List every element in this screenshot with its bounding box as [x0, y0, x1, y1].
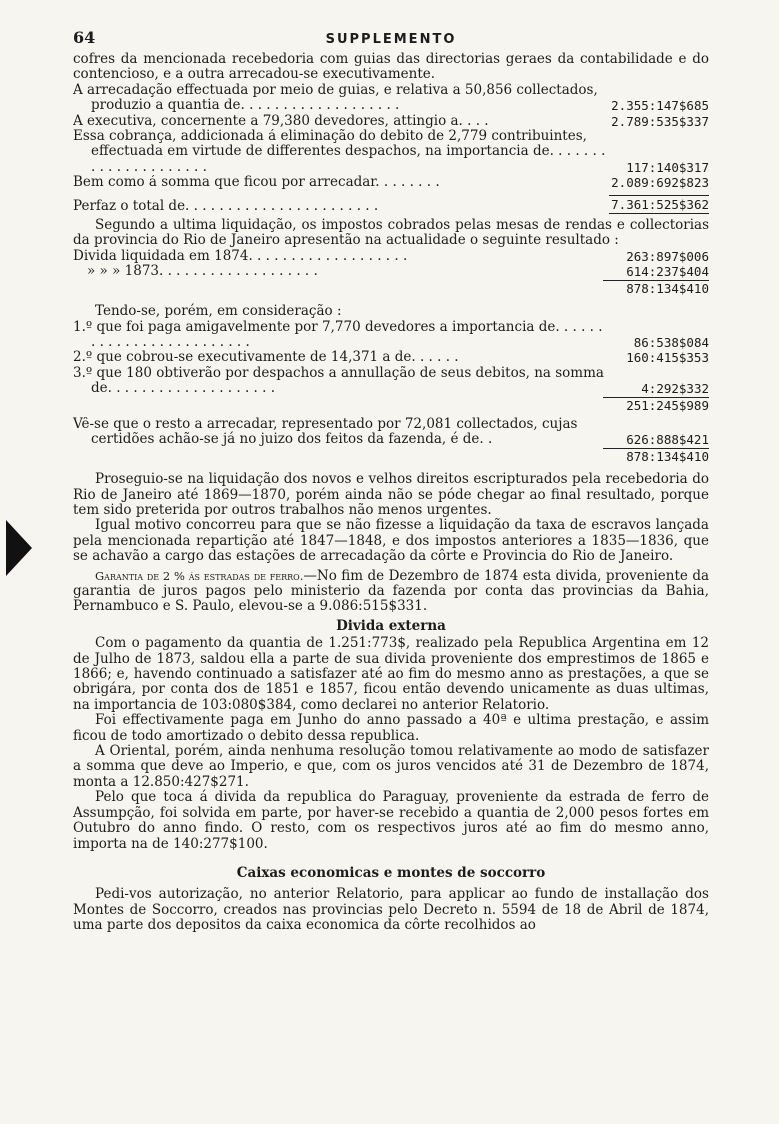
sum-row — [73, 398, 709, 413]
ledger-label: Vê-se que o resto a arrecadar, representado por 72,081 collectados, cujas certidões achão-se já no juizo dos feitos da fazenda, é de. . — [73, 416, 578, 448]
body-paragraph: Igual motivo concorreu para que se não fizesse a liquidação da taxa de escravos lançada pela mencionada repartição até 1847—1848, e dos impostos anteriores a 1835—1836, que se achavão a cargo das estações de arrecadação da côrte e Provincia do Rio de Janeiro. — [73, 517, 709, 565]
ledger-row — [73, 366, 709, 397]
sum-row — [73, 281, 709, 296]
section-heading: Divida externa — [336, 617, 446, 634]
sum-row — [73, 449, 709, 464]
garantia-text: —No fim de Dezembro de 1874 esta divida, proveniente da garantia de juros pagos pelo ministerio da fazenda por conta das provincias da Bahia, Pernambuco e S. Paulo, elevou-se a 9.086:515$331. — [73, 567, 710, 615]
liquidation-paragraph: Segundo a ultima liquidação, os impostos cobrados pelas mesas de rendas e collectorias da provincia do Rio de Janeiro apresentão na actualidade o seguinte resultado : — [73, 217, 709, 249]
garantia-paragraph — [73, 569, 709, 615]
page-header — [73, 30, 709, 52]
section-heading: Caixas economicas e montes de soccorro — [236, 864, 546, 881]
ledger-row — [73, 83, 709, 114]
ledger-row — [73, 417, 709, 448]
ledger-value: 614:237$404 — [626, 264, 709, 280]
ledger-row — [73, 350, 709, 365]
ledger-row — [73, 175, 709, 190]
total-value: 7.361:525$362 — [609, 195, 709, 214]
margin-thumb-marker — [6, 520, 32, 576]
ledger-row — [73, 114, 709, 129]
body-paragraph: Com o pagamento da quantia de 1.251:773$, realizado pela Republica Argentina em 12 de Julho de 1873, saldou ella a parte de sua divida proveniente dos emprestimos de 1865 e 1866; e, havendo continuado a satisfazer até ao fim do mesmo anno as prestações, a que se obrigára, por conta dos de 1851 e 1857, ficou então devendo unicamente as duas ultimas, na importancia de 103:080$384, como declarei no anterior Relatorio. — [73, 635, 709, 713]
ledger-value: 4:292$332 — [641, 381, 709, 397]
ledger-value: 117:140$317 — [626, 159, 709, 175]
ledger-label: » » » 1873. . . . . . . . . . . . . . . . . . . — [87, 264, 318, 280]
sum-value: 251:245$989 — [626, 397, 709, 413]
ledger-label: 2.º que cobrou-se executivamente de 14,371 a de. . . . . . — [73, 350, 459, 366]
ledger-row — [73, 129, 709, 175]
ledger-label: A executiva, concernente a 79,380 devedores, attingio a. . . . — [73, 113, 489, 129]
ledger-label: 1.º que foi paga amigavelmente por 7,770 devedores a importancia de. . . . . . . . . . . . . . . . . . . . . . . . . — [73, 319, 603, 350]
body-paragraph: Proseguio-se na liquidação dos novos e velhos direitos escripturados pela recebedoria do Rio de Janeiro até 1869—1870, porém ainda não se póde chegar ao final resultado, porque tem sido preterida por outros trabalhos não menos urgentes. — [73, 471, 709, 518]
ledger-value: 2.789:535$337 — [611, 113, 709, 129]
total-label: Perfaz o total de. . . . . . . . . . . . . . . . . . . . . . . — [73, 198, 379, 214]
body-paragraph: A Oriental, porém, ainda nenhuma resolução tomou relativamente ao modo de satisfazer a somma que deve ao Imperio, e que, com os juros vencidos até 31 de Dezembro de 1874, monta a 12.850:427$271. — [73, 743, 709, 790]
ledger-value: 2.355:147$685 — [611, 98, 709, 114]
ledger-label: 3.º que 180 obtiverão por despachos a annullação de seus debitos, na somma de. . . . . . . . . . . . . . . . . . . . — [73, 365, 604, 397]
document-page — [73, 30, 709, 934]
ledger-label: Divida liquidada em 1874. . . . . . . . . . . . . . . . . . . — [73, 248, 408, 264]
ledger-label: Essa cobrança, addicionada á eliminação do debito de 2,779 contribuintes, effectuada em virtude de differentes despachos, na importancia de. . . . . . . . . . . . . . . . . . . . . — [73, 129, 606, 175]
ledger-value: 86:538$084 — [633, 334, 709, 350]
body-paragraph: Pelo que toca á divida da republica do Paraguay, proveniente da estrada de ferro de Assumpção, foi solvida em parte, por haver-se recebido a quantia de 2,000 pesos fortes em Outubro do anno findo. O resto, com os respectivos juros até ao fim do mesmo anno, importa na de 140:277$100. — [73, 789, 709, 852]
running-title: SUPPLEMENTO — [325, 32, 457, 47]
ledger-value: 2.089:692$823 — [611, 175, 709, 191]
ledger-value: 263:897$006 — [626, 248, 709, 264]
consideration-intro: Tendo-se, porém, em consideração : — [95, 303, 342, 320]
ledger-label: Bem como á somma que ficou por arrecadar. . . . . . . . — [73, 175, 440, 191]
ledger-value: 160:415$353 — [626, 350, 709, 366]
sum-value: 878:134$410 — [626, 280, 709, 296]
page-number: 64 — [73, 28, 96, 47]
body-paragraph: Pedi-vos autorização, no anterior Relatorio, para applicar ao fundo de installação dos Montes de Soccorro, creados nas provincias pelo Decreto n. 5594 de 18 de Abril de 1874, uma parte dos depositos da caixa economica da côrte recolhidos ao — [73, 886, 709, 934]
ledger-row — [73, 320, 709, 351]
ledger-row — [73, 249, 709, 264]
ledger-label: A arrecadação effectuada por meio de guias, e relativa a 50,856 collectados, produzio a quantia de. . . . . . . . . . . . . . . . . . . — [73, 82, 598, 114]
final-value: 878:134$410 — [626, 448, 709, 464]
ledger-value: 626:888$421 — [626, 432, 709, 448]
garantia-title: Garantia de 2 % ás estradas de ferro. — [95, 568, 304, 583]
intro-paragraph: cofres da mencionada recebedoria com guias das directorias geraes da contabilidade e do contencioso, e a outra arrecadou-se executivamente. — [73, 51, 709, 83]
ledger-row — [73, 264, 709, 279]
total-row — [73, 195, 709, 214]
body-paragraph: Foi effectivamente paga em Junho do anno passado a 40ª e ultima prestação, e assim ficou de todo amortizado o debito dessa republica. — [73, 712, 709, 744]
